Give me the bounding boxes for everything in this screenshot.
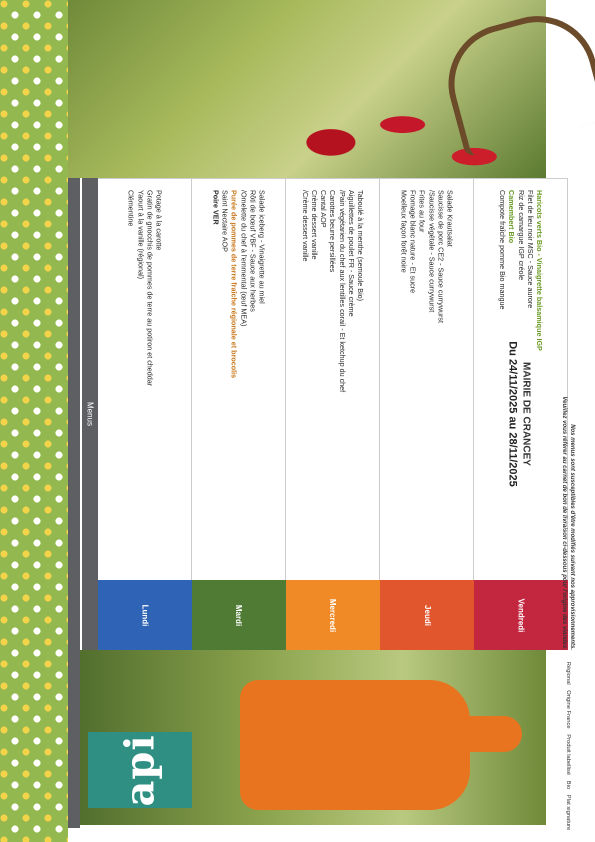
apple-basket-photo <box>68 0 546 178</box>
days-grid <box>98 178 545 650</box>
legend-plat-signature: Plat signature <box>565 794 571 830</box>
menus-header <box>82 178 98 650</box>
menu-item: Filet de lieu noir MSC - Sauce aurore <box>525 189 535 308</box>
menu-item: Crème dessert vanille <box>310 189 320 260</box>
legend-regional: Régional <box>565 661 571 685</box>
day-name: Jeudi <box>422 604 432 626</box>
menu-item: /Omelette du chef à l'emmental (œuf MEA) <box>239 189 249 326</box>
menu-item: Taboulé à la menthe (semoule Bio) <box>356 189 366 301</box>
menu-item: Fromage blanc nature - Et sucre <box>408 189 418 293</box>
day-label-lundi <box>98 580 192 650</box>
menu-item: Riz de camargue IGP créole <box>516 189 526 280</box>
day-menu-content <box>380 178 474 580</box>
menu-item: /Saucisse végétale - Sauce currywurst <box>427 189 437 312</box>
day-column-jeudi <box>380 178 474 650</box>
legend-bio: Bio <box>565 780 571 789</box>
day-menu-content <box>98 178 192 580</box>
menu-item: Moelleux façon forêt noire <box>399 189 409 273</box>
menu-item: Cantal AOP <box>319 189 329 228</box>
menu-item: Saucisse de porc CE2 - Sauce currywurst <box>436 189 446 323</box>
menu-lines <box>299 184 367 576</box>
day-column-mercredi <box>286 178 380 650</box>
menu-item: Aiguillettes de poulet FR - Sauce crème <box>347 189 357 317</box>
menu-lines <box>125 184 166 576</box>
basket-illustration <box>435 3 595 158</box>
left-rail <box>68 178 80 828</box>
day-name: Lundi <box>140 604 150 626</box>
day-name: Vendredi <box>516 598 526 632</box>
menu-item: Yaourt à la vanille (régional) <box>136 189 145 279</box>
note-line: Veuillez vous référer au carnet de bon de livraison ci-dessous pour l'origine des viandes. <box>561 396 567 650</box>
menu-item: Clémentine <box>126 189 136 226</box>
menu-item: Poire VER <box>211 189 221 225</box>
menu-item: /Crème dessert vanille <box>300 189 310 262</box>
api-logo <box>88 732 192 808</box>
footer-notes <box>548 178 588 650</box>
date-range: Du 24/11/2025 au 28/11/2025 <box>506 341 519 487</box>
menu-item: Carottes beurre persillées <box>328 189 338 272</box>
day-column-mardi <box>192 178 286 650</box>
menus-header-label: Menus <box>85 401 95 427</box>
day-name: Mercredi <box>328 598 338 632</box>
menu-item: Haricots verts Bio - Vinaigrette balsamique IGP <box>535 189 545 351</box>
menu-item: Camembert Bio <box>507 189 517 243</box>
day-label-jeudi <box>380 580 474 650</box>
menu-item: Rôti de bœuf VBF - Sauce aux herbes <box>248 189 258 312</box>
menu-item: Purée de pommes de terre fraîche régionale et brocolis <box>230 189 239 378</box>
menu-item: Compote fraîche pomme Bio mangue <box>498 189 508 309</box>
menu-item: Potage à la carotte <box>154 189 164 250</box>
title-block <box>492 178 546 650</box>
menu-item: Saint Nectaire AOP <box>220 189 230 252</box>
polka-dot-border <box>0 0 68 842</box>
menu-item: Salade Krautsalat <box>445 189 455 247</box>
day-menu-content <box>286 178 380 580</box>
day-column-lundi <box>98 178 192 650</box>
menu-item: Frites au four <box>418 189 427 232</box>
day-menu-content <box>192 178 286 580</box>
day-label-mardi <box>192 580 286 650</box>
legend <box>548 660 588 835</box>
api-logo-text: api <box>116 733 164 807</box>
legend-produit-labellise: Produit labellisé <box>565 733 571 775</box>
day-label-mercredi <box>286 580 380 650</box>
note-line: Nos menus sont susceptibles d'être modifiés suivant nos approvisionnements. <box>569 424 575 650</box>
menu-lines <box>397 184 456 576</box>
menu-item: Gratin de gnocchis de pommes de terre au potiron et cheddar <box>145 189 155 386</box>
legend-origine-france: Origine France <box>565 689 571 729</box>
mairie-title: MAIRIE DE CRANCEY <box>520 362 532 466</box>
menu-item: Salade iceberg - Vinaigrette au miel <box>257 189 267 304</box>
menu-item: /Pain végétarien du chef aux lentilles corail - Et ketchup du chef <box>337 189 347 392</box>
day-name: Mardi <box>234 604 244 626</box>
watering-can-illustration <box>240 680 470 810</box>
menu-lines <box>209 184 268 576</box>
